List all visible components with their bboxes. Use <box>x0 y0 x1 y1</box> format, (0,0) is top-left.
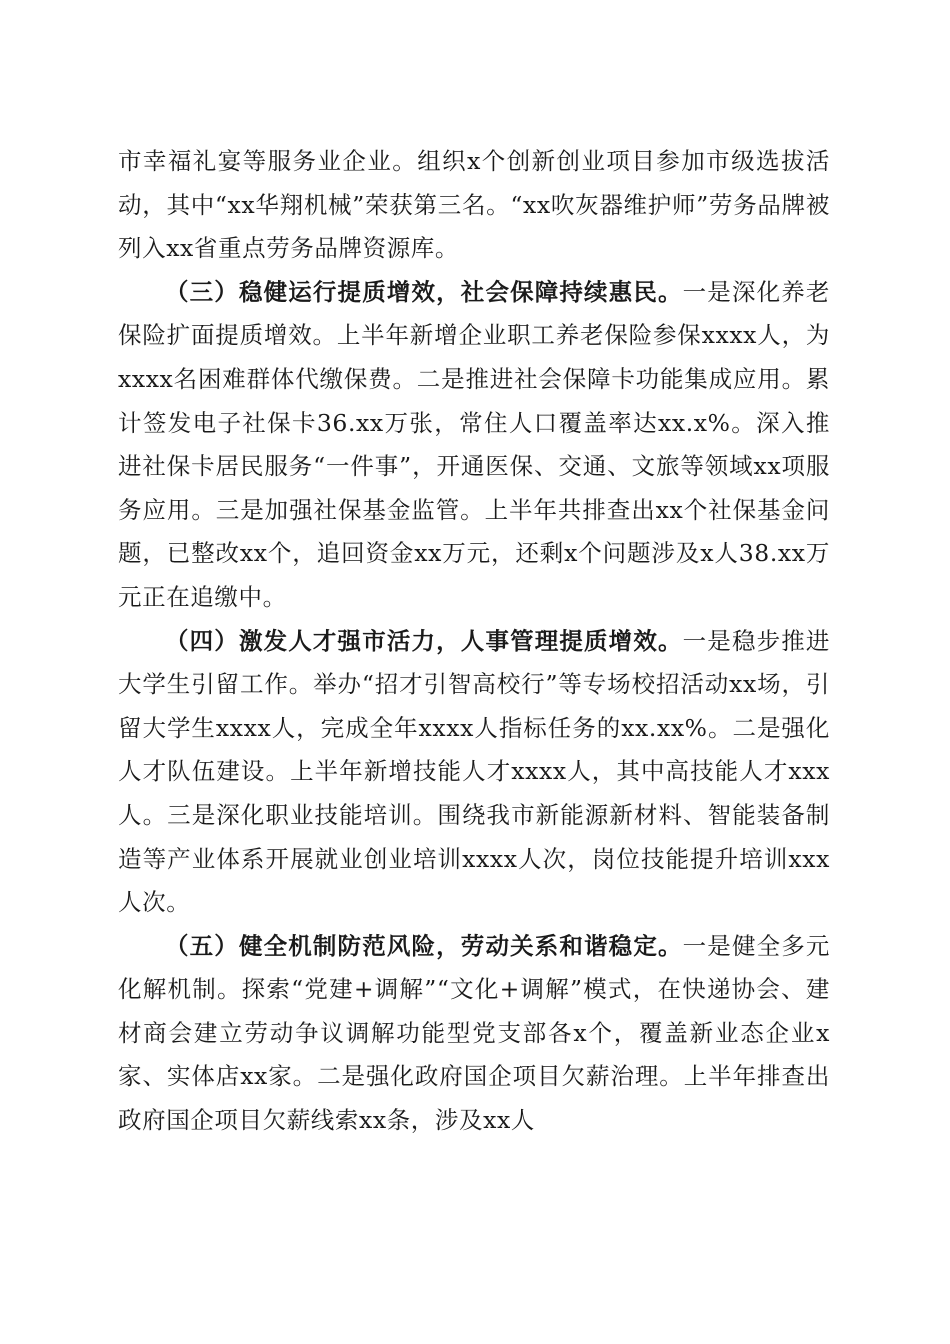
paragraph-body: 一是健全多元化解机制。探索“党建+调解”“文化+调解”模式，在快递协会、建材商会建立劳动争议调解功能型党支部各x个，覆盖新业态企业x家、实体店xx家。二是强化政府国企项目欠薪治理。上半年排查出政府国企项目欠薪线索xx条，涉及xx人 <box>118 931 830 1135</box>
paragraph-continuation <box>118 140 830 271</box>
paragraph-body: 一是稳步推进大学生引留工作。举办“招才引智高校行”等专场校招活动xx场，引留大学生xxxx人，完成全年xxxx人指标任务的xx.xx%。二是强化人才队伍建设。上半年新增技能人才xxxx人，其中高技能人才xxx人。三是深化职业技能培训。围绕我市新能源新材料、智能装备制造等产业体系开展就业创业培训xxxx人次，岗位技能提升培训xxx人次。 <box>118 626 830 917</box>
paragraph-body: 市幸福礼宴等服务业企业。组织x个创新创业项目参加市级选拔活动，其中“xx华翔机械”荣获第三名。“xx吹灰器维护师”劳务品牌被列入xx省重点劳务品牌资源库。 <box>118 147 830 263</box>
paragraph-section-4 <box>118 620 830 925</box>
section-heading: （五）健全机制防范风险，劳动关系和谐稳定。 <box>165 931 683 960</box>
paragraph-body: 一是深化养老保险扩面提质增效。上半年新增企业职工养老保险参保xxxx人，为xxxx名困难群体代缴保费。二是推进社会保障卡功能集成应用。累计签发电子社保卡36.xx万张，常住人口覆盖率达xx.x%。深入推进社保卡居民服务“一件事”，开通医保、交通、文旅等领域xx项服务应用。三是加强社保基金监管。上半年共排查出xx个社保基金问题，已整改xx个，追回资金xx万元，还剩x个问题涉及x人38.xx万元正在追缴中。 <box>118 277 830 611</box>
section-heading: （四）激发人才强市活力，人事管理提质增效。 <box>165 626 683 655</box>
document-page <box>118 140 830 1143</box>
section-heading: （三）稳健运行提质增效，社会保障持续惠民。 <box>165 277 683 306</box>
paragraph-section-3 <box>118 271 830 620</box>
paragraph-section-5 <box>118 925 830 1143</box>
